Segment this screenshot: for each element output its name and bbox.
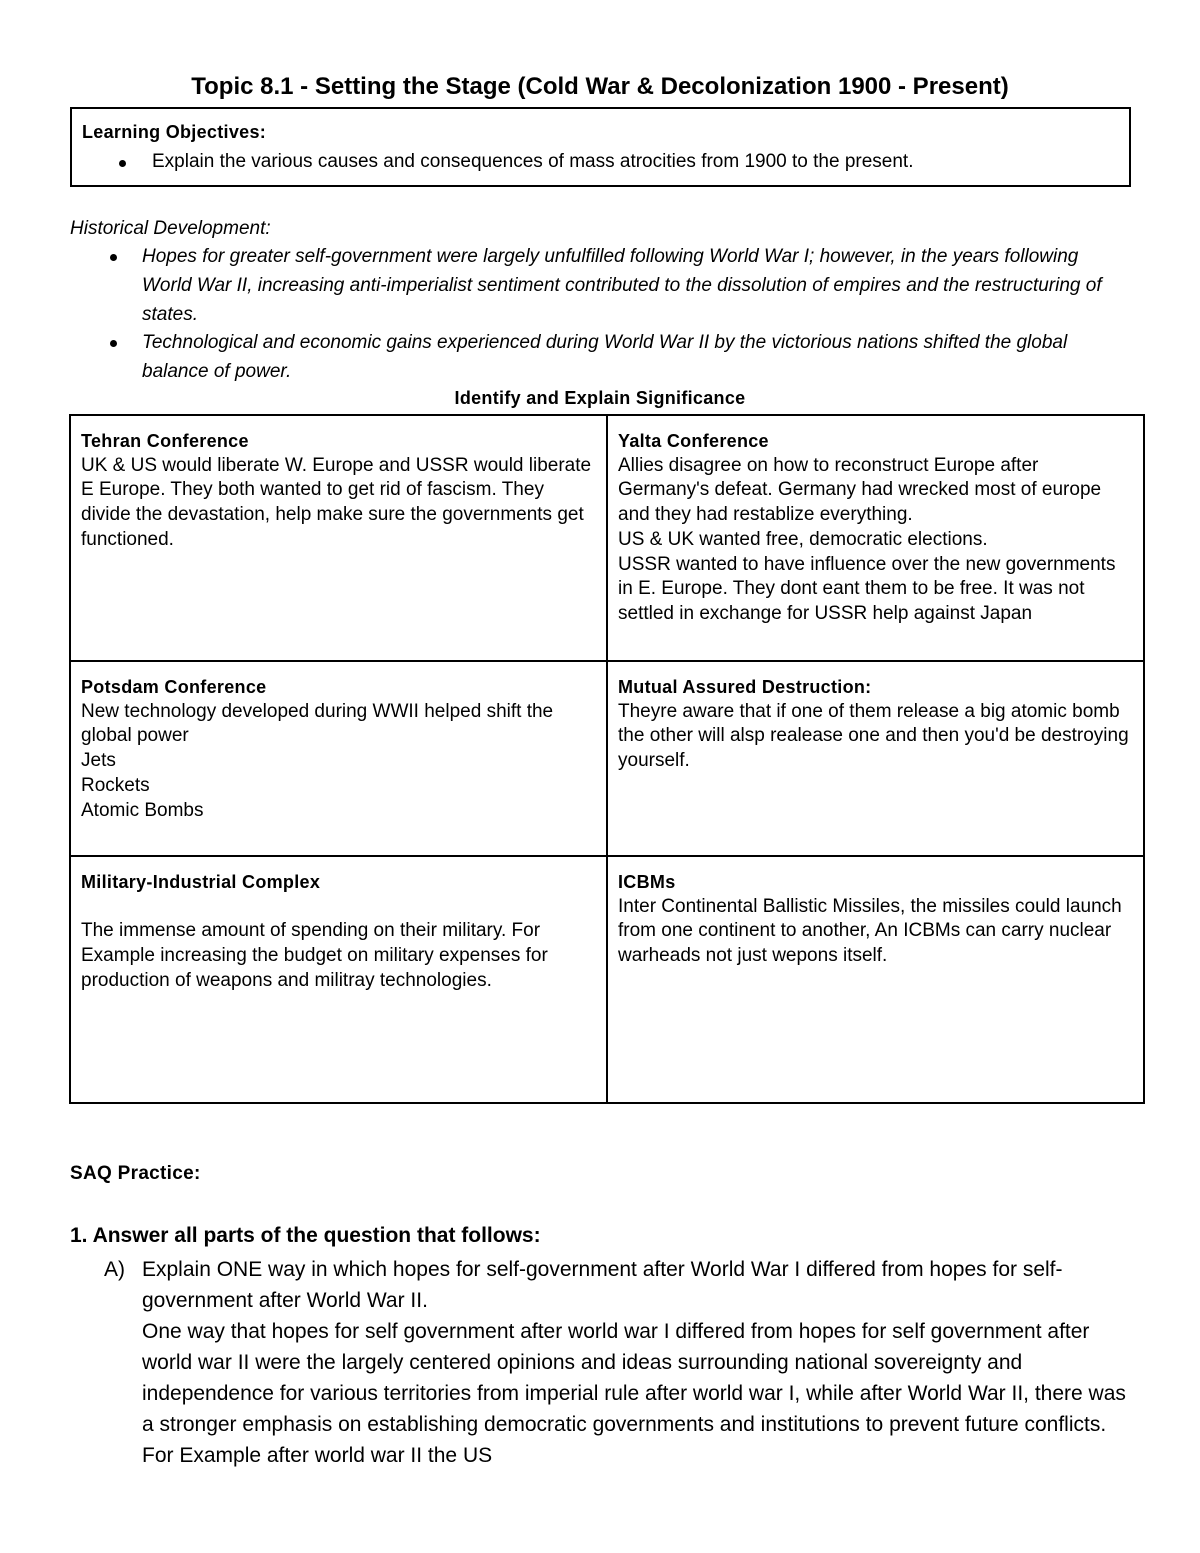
bullet-icon [110, 254, 117, 261]
part-a-label: A) [104, 1258, 125, 1281]
table-cell [607, 661, 1144, 856]
table-cell [607, 415, 1144, 661]
bullet-icon [119, 160, 126, 167]
table-cell [607, 856, 1144, 1103]
saq-question: 1. Answer all parts of the question that follows: [70, 1224, 541, 1247]
cell-body: New technology developed during WWII helped shift the global power Jets Rockets Atomic Bombs [81, 700, 554, 821]
significance-heading: Identify and Explain Significance [454, 388, 746, 408]
bullet-icon [110, 340, 117, 347]
learning-objective-item: Explain the various causes and consequences of mass atrocities from 1900 to the present. [152, 151, 914, 172]
part-a-content [142, 1254, 1142, 1471]
table-cell [70, 856, 607, 1103]
learning-objectives-label: Learning Objectives: [82, 122, 267, 142]
cell-title: Mutual Assured Destruction: [618, 677, 872, 697]
historical-development-item: Hopes for greater self-government were largely unfulfilled following World War I; however, in the years following World War II, increasing anti-imperialist sentiment contributed to the dissolution of empires and the restructuring of states. [142, 246, 1102, 325]
historical-development-item: Technological and economic gains experienced during World War II by the victorious nations shifted the global balance of power. [142, 332, 1068, 382]
learning-objectives-box [70, 107, 1131, 187]
significance-table [69, 414, 1145, 1104]
part-a-prompt: Explain ONE way in which hopes for self-government after World War I differed from hopes for self-government after World War II. [142, 1258, 1063, 1312]
cell-body: Allies disagree on how to reconstruct Europe after Germany's defeat. Germany had wrecked most of europe and they had restablize everything. US & UK wanted free, democratic elections. USSR wanted to have influence over the new governments in E. Europe. They dont eant them to be free. It was not settled in exchange for USSR help against Japan [618, 454, 1116, 624]
cell-title: Potsdam Conference [81, 677, 267, 697]
cell-body: The immense amount of spending on their military. For Example increasing the budget on military expenses for production of weapons and militray technologies. [81, 920, 548, 991]
table-cell [70, 661, 607, 856]
cell-title: Yalta Conference [618, 431, 769, 451]
cell-title: Military-Industrial Complex [81, 872, 321, 892]
cell-title: Tehran Conference [81, 431, 249, 451]
table-cell [70, 415, 607, 661]
cell-body: Theyre aware that if one of them release a big atomic bomb the other will alsp realease one and then you'd be destroying yourself. [618, 700, 1129, 772]
historical-development-label: Historical Development: [70, 218, 271, 239]
cell-body: Inter Continental Ballistic Missiles, the missiles could launch from one continent to another, An ICBMs can carry nuclear warheads not just wepons itself. [618, 895, 1122, 967]
page-title: Topic 8.1 - Setting the Stage (Cold War & Decolonization 1900 - Present) [191, 73, 1009, 100]
cell-body: UK & US would liberate W. Europe and USSR would liberate E Europe. They both wanted to get rid of fascism. They divide the devastation, help make sure the governments get functioned. [81, 454, 592, 550]
saq-label: SAQ Practice: [70, 1163, 201, 1184]
cell-title: ICBMs [618, 872, 676, 892]
part-a-answer: One way that hopes for self government after world war I differed from hopes for self government after world war II were the largely centered opinions and ideas surrounding national sovereignty and independence for various territories from imperial rule after world war I, while after World War II, there was a stronger emphasis on establishing democratic governments and institutions to prevent future conflicts. For Example after world war II the US [142, 1320, 1126, 1467]
